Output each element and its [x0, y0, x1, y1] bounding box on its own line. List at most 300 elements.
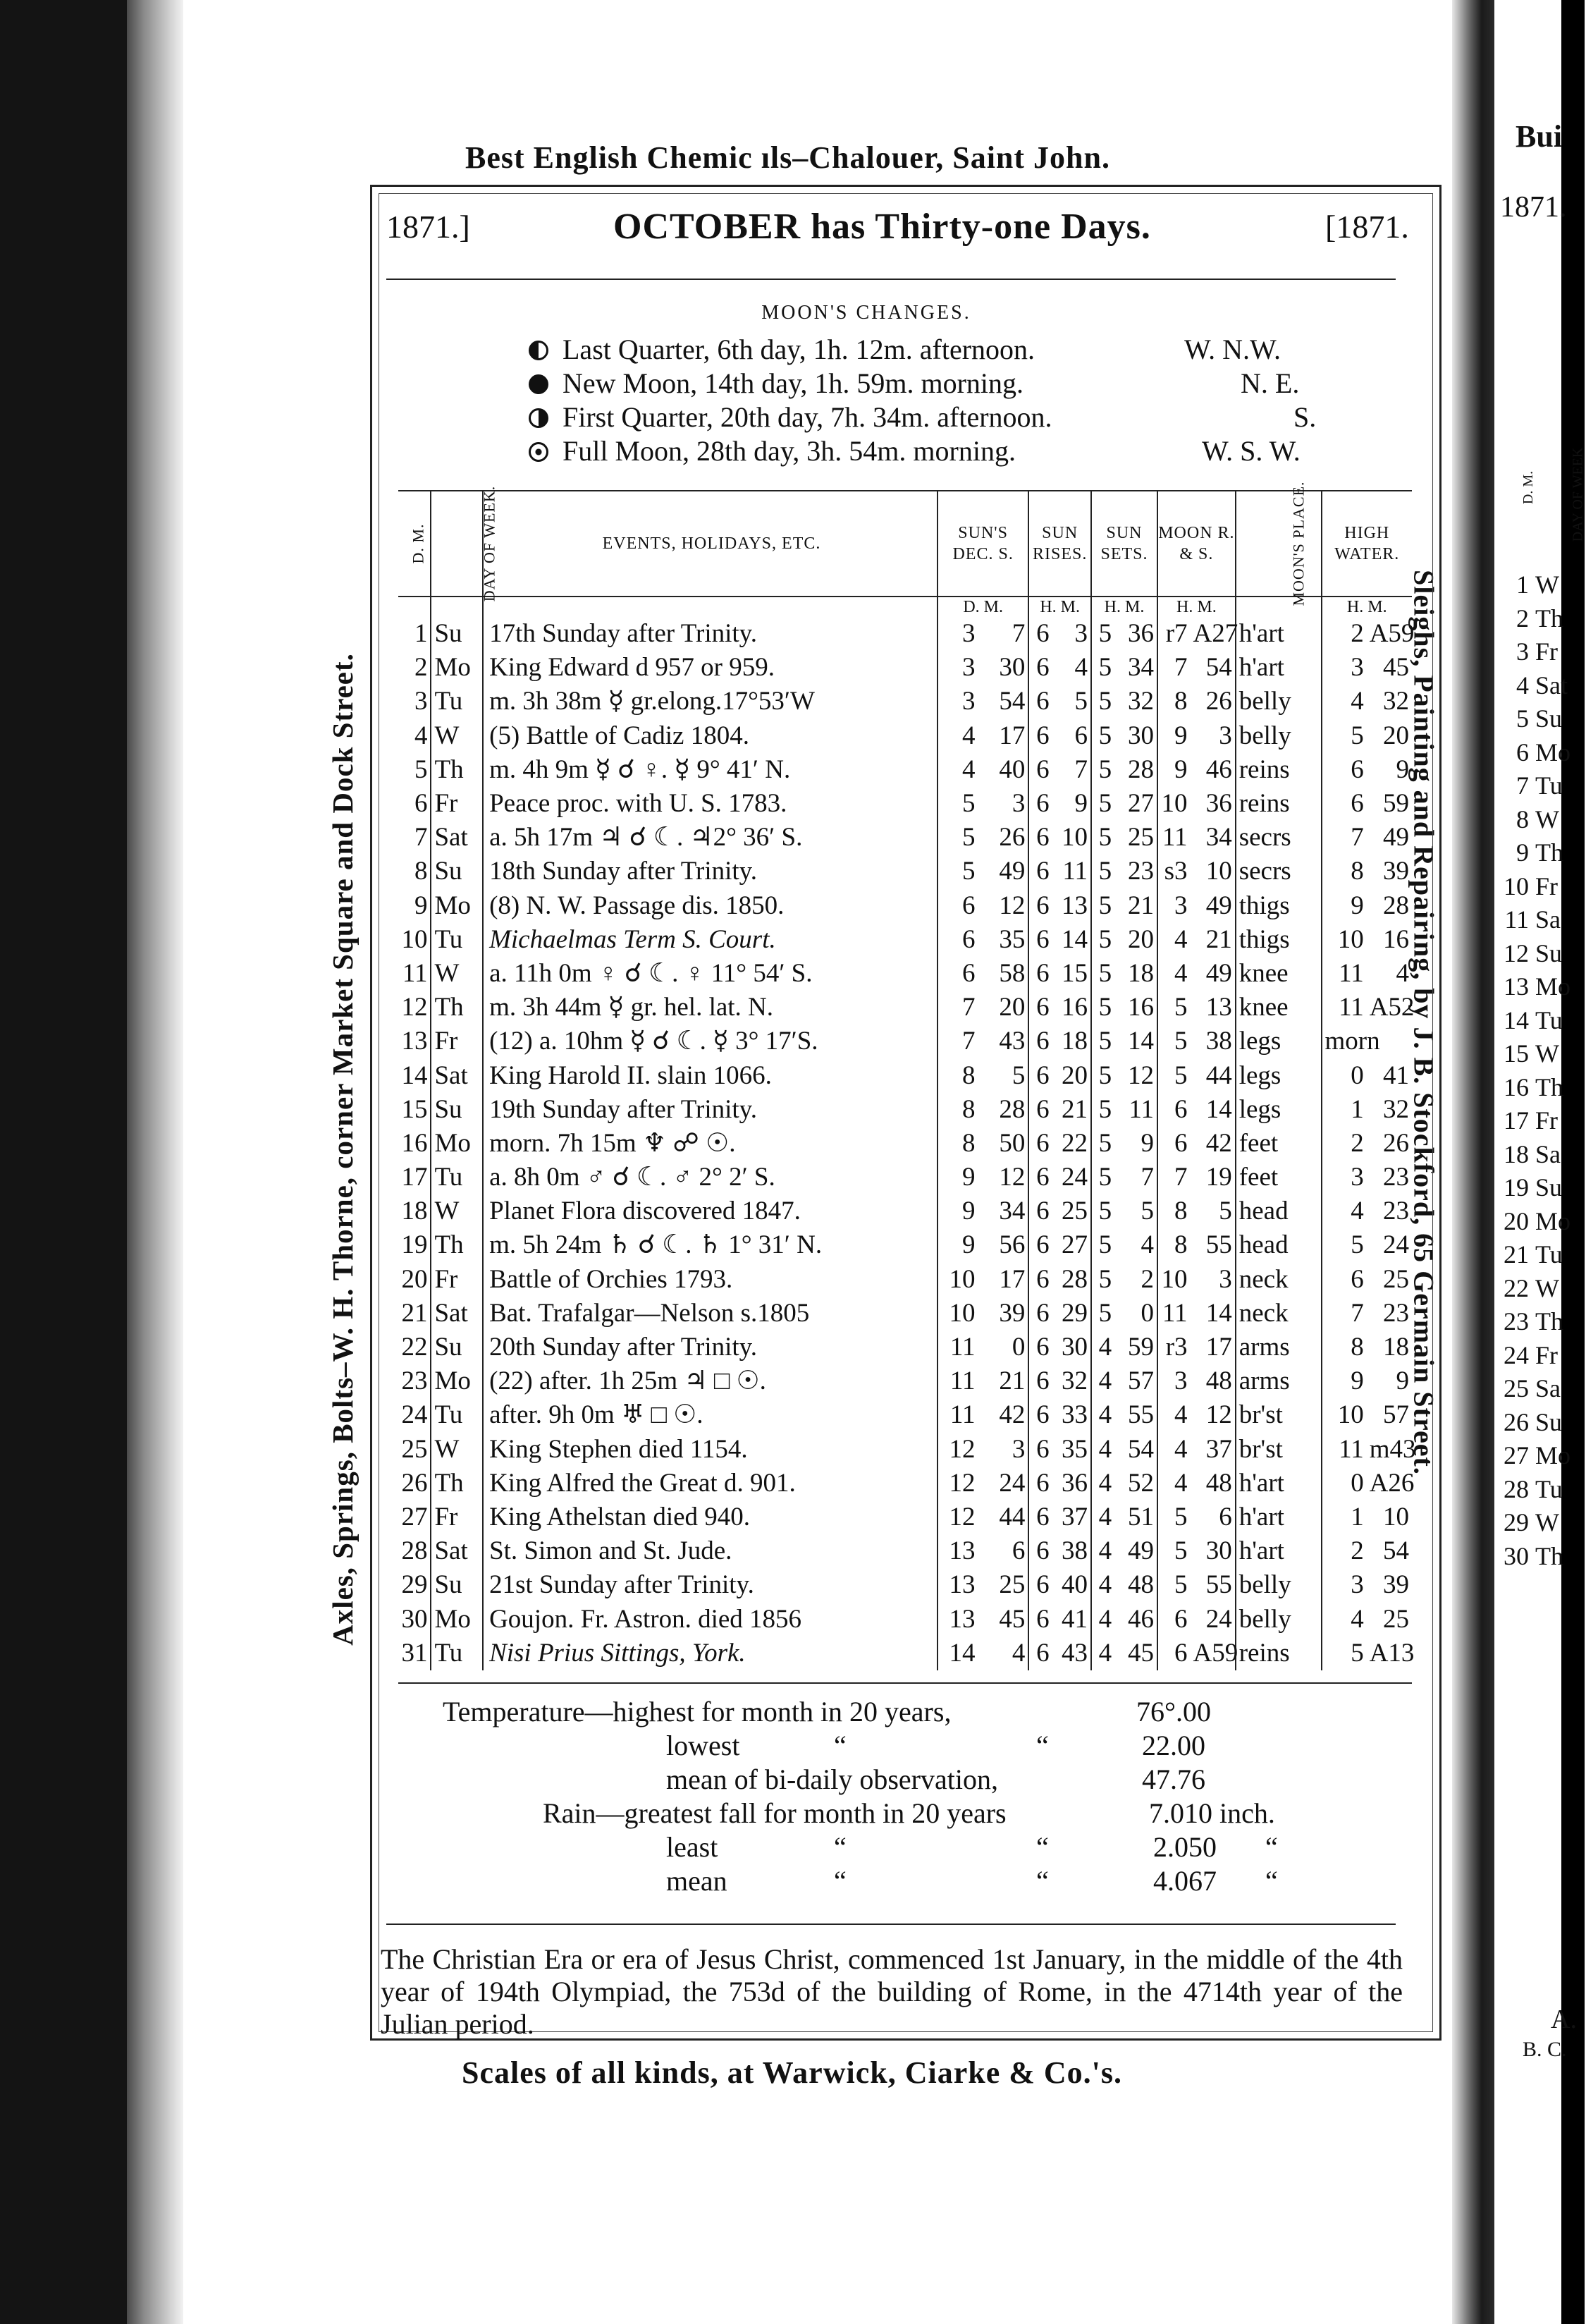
sun-set-minute: 49: [1128, 1536, 1155, 1566]
event-cell: 21st Sunday after Trinity.: [489, 1570, 754, 1600]
moon-place: knee: [1236, 991, 1322, 1025]
moon-place: br'st: [1236, 1433, 1322, 1467]
moon-place: feet: [1236, 1161, 1322, 1194]
moon-rs-minute: 44: [1205, 1060, 1232, 1090]
sun-rise-hour: 6: [1028, 617, 1052, 651]
table-row: [398, 617, 1412, 651]
moon-rs-minute: 49: [1205, 958, 1232, 988]
table-row: [398, 1331, 1412, 1364]
sun-rise-hour: 6: [1028, 889, 1052, 923]
moon-phase-row: [529, 367, 1300, 400]
sun-set-minute: 30: [1128, 721, 1155, 750]
moon-rs-minute: 5: [1219, 1197, 1232, 1226]
day-of-month: 4: [414, 721, 428, 750]
sun-dec-degrees: 9: [938, 1228, 978, 1262]
moon-place: belly: [1236, 719, 1322, 753]
sun-rise-hour: 6: [1028, 1127, 1052, 1161]
header-moon-place: MOON'S PLACE.: [1236, 491, 1322, 597]
day-of-week: Fr: [431, 1025, 482, 1058]
sun-dec-degrees: 7: [938, 991, 978, 1025]
sun-set-minute: 5: [1141, 1197, 1155, 1226]
day-of-month: 21: [401, 1298, 428, 1328]
high-water-minute: 25: [1383, 1264, 1409, 1294]
sun-set-hour: 5: [1091, 787, 1114, 821]
table-row: [398, 1602, 1412, 1636]
moon-phase-row: [529, 400, 1317, 434]
moon-rs-hour: 4: [1157, 957, 1190, 991]
next-page-day: 30: [1504, 1541, 1529, 1570]
moon-rs-minute: 3: [1219, 1264, 1232, 1294]
sun-dec-minutes: 25: [999, 1570, 1026, 1600]
high-water-hour: 9: [1322, 1364, 1367, 1398]
moon-rs-minute: 19: [1205, 1163, 1232, 1192]
high-water-minute: m43: [1369, 1434, 1416, 1464]
high-water-hour: 10: [1322, 923, 1367, 957]
day-of-week: Su: [431, 1331, 482, 1364]
sun-dec-degrees: 12: [938, 1433, 978, 1467]
temp-highest-value: 76°.00: [1136, 1696, 1211, 1727]
last-quarter-icon: [529, 341, 548, 360]
day-of-month: 7: [414, 823, 428, 852]
sun-dec-minutes: 28: [999, 1094, 1026, 1124]
sun-dec-degrees: 8: [938, 1127, 978, 1161]
units-water: H. M.: [1322, 597, 1413, 617]
sun-set-minute: 4: [1141, 1230, 1155, 1260]
rain-least-value: 2.050: [1153, 1831, 1217, 1863]
day-of-month: 6: [414, 789, 428, 819]
day-of-month: 5: [414, 754, 428, 784]
high-water-minute: 18: [1383, 1333, 1409, 1362]
right-side-advertisement: Sleighs, Painting and Repairing, by J. B. Stockford, 65 Germain Street.: [1408, 570, 1440, 1475]
next-page-weekday: Tu: [1535, 1240, 1563, 1268]
moon-place: feet: [1236, 1127, 1322, 1161]
sun-rise-minute: 20: [1061, 1060, 1088, 1090]
moon-place: belly: [1236, 1602, 1322, 1636]
moon-rs-hour: 3: [1157, 889, 1190, 923]
moon-place: legs: [1236, 1058, 1322, 1092]
day-of-week: Tu: [431, 923, 482, 957]
ditto-mark: “: [1265, 1865, 1278, 1897]
high-water-hour: 10: [1322, 1398, 1367, 1432]
next-page-weekday: W: [1535, 1273, 1559, 1302]
table-row: [398, 889, 1412, 923]
high-water-hour: 4: [1322, 1602, 1367, 1636]
moon-place: h'art: [1236, 651, 1322, 685]
moon-rs-hour: 9: [1157, 753, 1190, 787]
table-row: [398, 685, 1412, 718]
day-of-month: 14: [401, 1060, 428, 1090]
day-of-week: Sat: [431, 1534, 482, 1568]
sun-set-hour: 5: [1091, 923, 1114, 957]
event-cell: St. Simon and St. Jude.: [489, 1536, 732, 1566]
rain-least-label: least: [666, 1831, 718, 1863]
sun-set-hour: 5: [1091, 1025, 1114, 1058]
day-of-week: Sat: [431, 821, 482, 855]
high-water-minute: A13: [1369, 1638, 1415, 1668]
moon-rs-minute: 13: [1205, 993, 1232, 1022]
sun-rise-minute: 9: [1074, 789, 1088, 819]
sun-dec-degrees: 9: [938, 1161, 978, 1194]
event-cell: Peace proc. with U. S. 1783.: [489, 789, 787, 819]
sun-dec-minutes: 20: [999, 993, 1026, 1022]
new-moon-icon: [529, 374, 548, 394]
high-water-minute: 10: [1383, 1502, 1409, 1531]
next-page-day: 11: [1504, 905, 1529, 934]
day-of-month: 24: [401, 1400, 428, 1430]
moon-phase-text: First Quarter, 20th day, 7h. 34m. afternoon.: [563, 401, 1052, 433]
units-dec: D. M.: [938, 597, 1029, 617]
sun-dec-minutes: 54: [999, 687, 1026, 716]
sun-set-hour: 5: [1091, 1297, 1114, 1331]
table-units-row: [398, 597, 1412, 617]
moon-place: reins: [1236, 787, 1322, 821]
sun-dec-degrees: 10: [938, 1263, 978, 1297]
sun-set-minute: 48: [1128, 1570, 1155, 1600]
day-of-month: 13: [401, 1027, 428, 1056]
sun-set-hour: 5: [1091, 651, 1114, 685]
moon-place: secrs: [1236, 855, 1322, 888]
units-rises: H. M.: [1028, 597, 1091, 617]
sun-dec-degrees: 12: [938, 1467, 978, 1500]
high-water-minute: 32: [1383, 687, 1409, 716]
sun-set-minute: 2: [1141, 1264, 1155, 1294]
high-water-minute: 45: [1383, 653, 1409, 683]
moon-rs-hour: 10: [1157, 1263, 1190, 1297]
day-of-month: 22: [401, 1333, 428, 1362]
day-of-week: Sat: [431, 1297, 482, 1331]
sun-dec-degrees: 13: [938, 1534, 978, 1568]
sun-dec-degrees: 8: [938, 1093, 978, 1127]
event-cell: morn. 7h 15m ♆ ☍ ☉.: [489, 1128, 736, 1158]
high-water-hour: 8: [1322, 855, 1367, 888]
moon-rs-minute: 49: [1205, 891, 1232, 920]
sun-set-hour: 5: [1091, 719, 1114, 753]
sun-dec-minutes: 40: [999, 754, 1026, 784]
sun-rise-minute: 5: [1074, 687, 1088, 716]
sun-set-hour: 5: [1091, 1161, 1114, 1194]
era-rule: [386, 1924, 1396, 1925]
high-water-hour: 6: [1322, 1263, 1367, 1297]
next-page-weekday: Th: [1535, 1307, 1563, 1335]
sun-set-minute: 34: [1128, 653, 1155, 683]
next-page-day: 21: [1504, 1240, 1529, 1268]
moon-changes-heading: MOON'S CHANGES.: [761, 302, 971, 324]
sun-dec-minutes: 12: [999, 891, 1026, 920]
next-page-weekday: Su: [1535, 938, 1563, 967]
sun-set-hour: 5: [1091, 685, 1114, 718]
moon-rs-hour: 6: [1157, 1127, 1190, 1161]
table-row: [398, 1228, 1412, 1262]
moon-rs-hour: 8: [1157, 1194, 1190, 1228]
next-page-header: Bui: [1516, 119, 1563, 154]
next-page-day: 19: [1504, 1173, 1529, 1201]
table-row: [398, 1433, 1412, 1467]
next-page-day: 10: [1504, 872, 1529, 900]
sun-set-minute: 45: [1128, 1638, 1155, 1668]
sun-dec-degrees: 10: [938, 1297, 978, 1331]
sun-dec-degrees: 5: [938, 855, 978, 888]
temp-highest-label: Temperature—highest for month in 20 years,: [443, 1696, 952, 1727]
sun-set-hour: 5: [1091, 821, 1114, 855]
sun-rise-hour: 6: [1028, 1433, 1052, 1467]
temp-mean-value: 47.76: [1142, 1763, 1205, 1795]
sun-rise-hour: 6: [1028, 1500, 1052, 1534]
sun-set-minute: 46: [1128, 1604, 1155, 1634]
day-of-month: 27: [401, 1502, 428, 1531]
sun-set-hour: 5: [1091, 1194, 1114, 1228]
day-of-month: 8: [414, 857, 428, 886]
high-water-hour: morn: [1322, 1025, 1367, 1058]
sun-rise-minute: 4: [1074, 653, 1088, 683]
table-row: [398, 957, 1412, 991]
sun-rise-hour: 6: [1028, 1398, 1052, 1432]
temp-lowest-label: lowest: [666, 1730, 740, 1761]
high-water-hour: 0: [1322, 1058, 1367, 1092]
sun-rise-minute: 32: [1061, 1366, 1088, 1396]
moon-rs-hour: 4: [1157, 1398, 1190, 1432]
event-cell: Battle of Orchies 1793.: [489, 1264, 733, 1294]
day-of-week: Tu: [431, 685, 482, 718]
sun-set-hour: 4: [1091, 1602, 1114, 1636]
rain-greatest-value: 7.010 inch.: [1149, 1797, 1275, 1829]
day-of-month: 31: [401, 1638, 428, 1668]
high-water-minute: 39: [1383, 1570, 1409, 1600]
high-water-minute: 16: [1383, 924, 1409, 954]
sun-set-minute: 27: [1128, 789, 1155, 819]
next-page-weekday: W: [1535, 805, 1559, 833]
next-page-weekday: Fr: [1535, 637, 1559, 666]
high-water-minute: 9: [1396, 754, 1409, 784]
sun-dec-degrees: 7: [938, 1025, 978, 1058]
day-of-month: 17: [401, 1163, 428, 1192]
high-water-hour: 11: [1322, 1433, 1367, 1467]
next-page-weekday: Su: [1535, 1173, 1563, 1201]
sun-rise-hour: 6: [1028, 1194, 1052, 1228]
sun-dec-degrees: 11: [938, 1331, 978, 1364]
high-water-minute: 23: [1383, 1298, 1409, 1328]
sun-set-minute: 11: [1129, 1094, 1155, 1124]
high-water-hour: 5: [1322, 1637, 1367, 1670]
sun-rise-hour: 6: [1028, 1331, 1052, 1364]
next-page-weekday: Mo: [1535, 1441, 1571, 1469]
day-of-week: Su: [431, 1093, 482, 1127]
header-dm: D. M.: [398, 491, 431, 597]
sun-rise-hour: 6: [1028, 1534, 1052, 1568]
moon-rs-hour: 5: [1157, 991, 1190, 1025]
table-row: [398, 651, 1412, 685]
moon-place: arms: [1236, 1364, 1322, 1398]
sun-dec-minutes: 0: [1012, 1333, 1026, 1362]
sun-set-hour: 4: [1091, 1637, 1114, 1670]
moon-rs-minute: 6: [1219, 1502, 1232, 1531]
moon-place: legs: [1236, 1093, 1322, 1127]
sun-set-hour: 5: [1091, 889, 1114, 923]
temp-lowest-value: 22.00: [1142, 1730, 1205, 1761]
ditto-mark: “: [834, 1831, 847, 1863]
sun-dec-minutes: 3: [1012, 789, 1026, 819]
sun-rise-minute: 22: [1061, 1128, 1088, 1158]
high-water-hour: 5: [1322, 719, 1367, 753]
next-page-weekday: Th: [1535, 838, 1563, 867]
next-page-day: 6: [1516, 738, 1529, 766]
next-page-weekday: Fr: [1535, 1106, 1559, 1135]
moon-rs-hour: 5: [1157, 1534, 1190, 1568]
table-row: [398, 1194, 1412, 1228]
day-of-month: 3: [414, 687, 428, 716]
sun-rise-minute: 25: [1061, 1197, 1088, 1226]
sun-dec-degrees: 3: [938, 617, 978, 651]
high-water-minute: 41: [1383, 1060, 1409, 1090]
table-row: [398, 1263, 1412, 1297]
day-of-week: Mo: [431, 1364, 482, 1398]
sun-set-minute: 51: [1128, 1502, 1155, 1531]
table-row: [398, 991, 1412, 1025]
next-page-day: 29: [1504, 1508, 1529, 1536]
event-cell: (22) after. 1h 25m ♃ □ ☉.: [489, 1366, 766, 1396]
sun-rise-hour: 6: [1028, 719, 1052, 753]
sun-set-minute: 21: [1128, 891, 1155, 920]
sun-dec-minutes: 4: [1012, 1638, 1026, 1668]
table-row: [398, 1467, 1412, 1500]
sun-set-hour: 5: [1091, 957, 1114, 991]
day-of-week: W: [431, 1194, 482, 1228]
sun-rise-hour: 6: [1028, 991, 1052, 1025]
next-page-weekday: Th: [1535, 1072, 1563, 1101]
event-cell: (12) a. 10hm ☿ ☌ ☾. ☿ 3° 17′S.: [489, 1027, 818, 1056]
next-page-day: 5: [1516, 704, 1529, 733]
next-page-day: 9: [1516, 838, 1529, 867]
moon-rs-minute: 36: [1205, 789, 1232, 819]
day-of-week: Th: [431, 991, 482, 1025]
sun-rise-hour: 6: [1028, 685, 1052, 718]
sun-rise-minute: 21: [1061, 1094, 1088, 1124]
day-of-month: 11: [402, 958, 428, 988]
sun-rise-hour: 6: [1028, 957, 1052, 991]
day-of-month: 28: [401, 1536, 428, 1566]
sun-rise-minute: 6: [1074, 721, 1088, 750]
sun-rise-minute: 18: [1061, 1027, 1088, 1056]
ditto-mark: “: [834, 1730, 847, 1761]
sun-set-hour: 4: [1091, 1398, 1114, 1432]
day-of-month: 9: [414, 891, 428, 920]
moon-rs-hour: 5: [1157, 1568, 1190, 1602]
sun-rise-minute: 35: [1061, 1434, 1088, 1464]
sun-rise-minute: 28: [1061, 1264, 1088, 1294]
day-of-week: Fr: [431, 1500, 482, 1534]
event-cell: a. 5h 17m ♃ ☌ ☾. ♃2° 36′ S.: [489, 823, 803, 852]
sun-dec-minutes: 26: [999, 823, 1026, 852]
table-row: [398, 1058, 1412, 1092]
next-page-weekday: Th: [1535, 604, 1563, 632]
next-page-weekday: Fr: [1535, 872, 1559, 900]
moon-phase-wind: N. E.: [1241, 367, 1300, 399]
units-sets: H. M.: [1091, 597, 1157, 617]
day-of-week: W: [431, 957, 482, 991]
next-page-day: 2: [1516, 604, 1529, 632]
high-water-hour: 6: [1322, 787, 1367, 821]
moon-rs-hour: 5: [1157, 1058, 1190, 1092]
sun-rise-hour: 6: [1028, 855, 1052, 888]
sun-dec-degrees: 4: [938, 753, 978, 787]
sun-set-minute: 25: [1128, 823, 1155, 852]
sun-rise-minute: 15: [1061, 958, 1088, 988]
event-cell: m. 3h 44m ☿ gr. hel. lat. N.: [489, 993, 774, 1022]
full-moon-icon: [529, 442, 548, 462]
sun-rise-hour: 6: [1028, 1467, 1052, 1500]
moon-phase-text: New Moon, 14th day, 1h. 59m. morning.: [563, 367, 1024, 399]
high-water-hour: 7: [1322, 1297, 1367, 1331]
moon-place: thigs: [1236, 889, 1322, 923]
high-water-hour: 6: [1322, 753, 1367, 787]
next-page-day: 18: [1504, 1139, 1529, 1168]
sun-rise-minute: 29: [1061, 1298, 1088, 1328]
first-quarter-icon: [529, 408, 548, 428]
moon-rs-hour: r7: [1157, 617, 1190, 651]
high-water-hour: 4: [1322, 685, 1367, 718]
moon-rs-minute: 17: [1205, 1333, 1232, 1362]
sun-dec-degrees: 3: [938, 685, 978, 718]
event-cell: 20th Sunday after Trinity.: [489, 1333, 757, 1362]
table-bottom-rule: [398, 1682, 1412, 1684]
sun-rise-minute: 14: [1061, 924, 1088, 954]
table-row: [398, 923, 1412, 957]
day-of-week: Su: [431, 1568, 482, 1602]
sun-rise-minute: 10: [1061, 823, 1088, 852]
sun-set-minute: 12: [1128, 1060, 1155, 1090]
moon-place: thigs: [1236, 923, 1322, 957]
sun-dec-minutes: 17: [999, 721, 1026, 750]
high-water-minute: 25: [1383, 1604, 1409, 1634]
sun-dec-minutes: 45: [999, 1604, 1026, 1634]
sun-rise-hour: 6: [1028, 1297, 1052, 1331]
moon-place: h'art: [1236, 1467, 1322, 1500]
table-row: [398, 1297, 1412, 1331]
moon-phase-text: Last Quarter, 6th day, 1h. 12m. afternoon.: [563, 334, 1035, 365]
ditto-mark: “: [1265, 1831, 1278, 1863]
moon-place: reins: [1236, 753, 1322, 787]
moon-rs-hour: 7: [1157, 1161, 1190, 1194]
sun-dec-minutes: 6: [1012, 1536, 1026, 1566]
sun-dec-minutes: 43: [999, 1027, 1026, 1056]
sun-set-hour: 4: [1091, 1331, 1114, 1364]
ditto-mark: “: [834, 1865, 847, 1897]
table-row: [398, 1637, 1412, 1670]
high-water-minute: 20: [1383, 721, 1409, 750]
next-page-dm: D. M.: [1520, 470, 1537, 505]
table-row: [398, 1127, 1412, 1161]
next-page-day: 28: [1504, 1474, 1529, 1503]
moon-rs-hour: 4: [1157, 923, 1190, 957]
table-row: [398, 787, 1412, 821]
high-water-minute: A52: [1369, 993, 1415, 1022]
next-page-day: 15: [1504, 1039, 1529, 1068]
high-water-minute: 24: [1383, 1230, 1409, 1260]
moon-rs-hour: 4: [1157, 1433, 1190, 1467]
moon-rs-minute: 26: [1205, 687, 1232, 716]
scan-left-edge: [0, 0, 127, 2324]
ditto-mark: “: [1036, 1865, 1049, 1897]
sun-set-minute: 57: [1128, 1366, 1155, 1396]
day-of-week: Su: [431, 855, 482, 888]
sun-set-minute: 18: [1128, 958, 1155, 988]
day-of-month: 29: [401, 1570, 428, 1600]
day-of-month: 12: [401, 993, 428, 1022]
sun-rise-hour: 6: [1028, 923, 1052, 957]
high-water-hour: 2: [1322, 1534, 1367, 1568]
moon-place: belly: [1236, 1568, 1322, 1602]
moon-rs-hour: 11: [1157, 821, 1190, 855]
moon-phase-row: [529, 333, 1281, 366]
